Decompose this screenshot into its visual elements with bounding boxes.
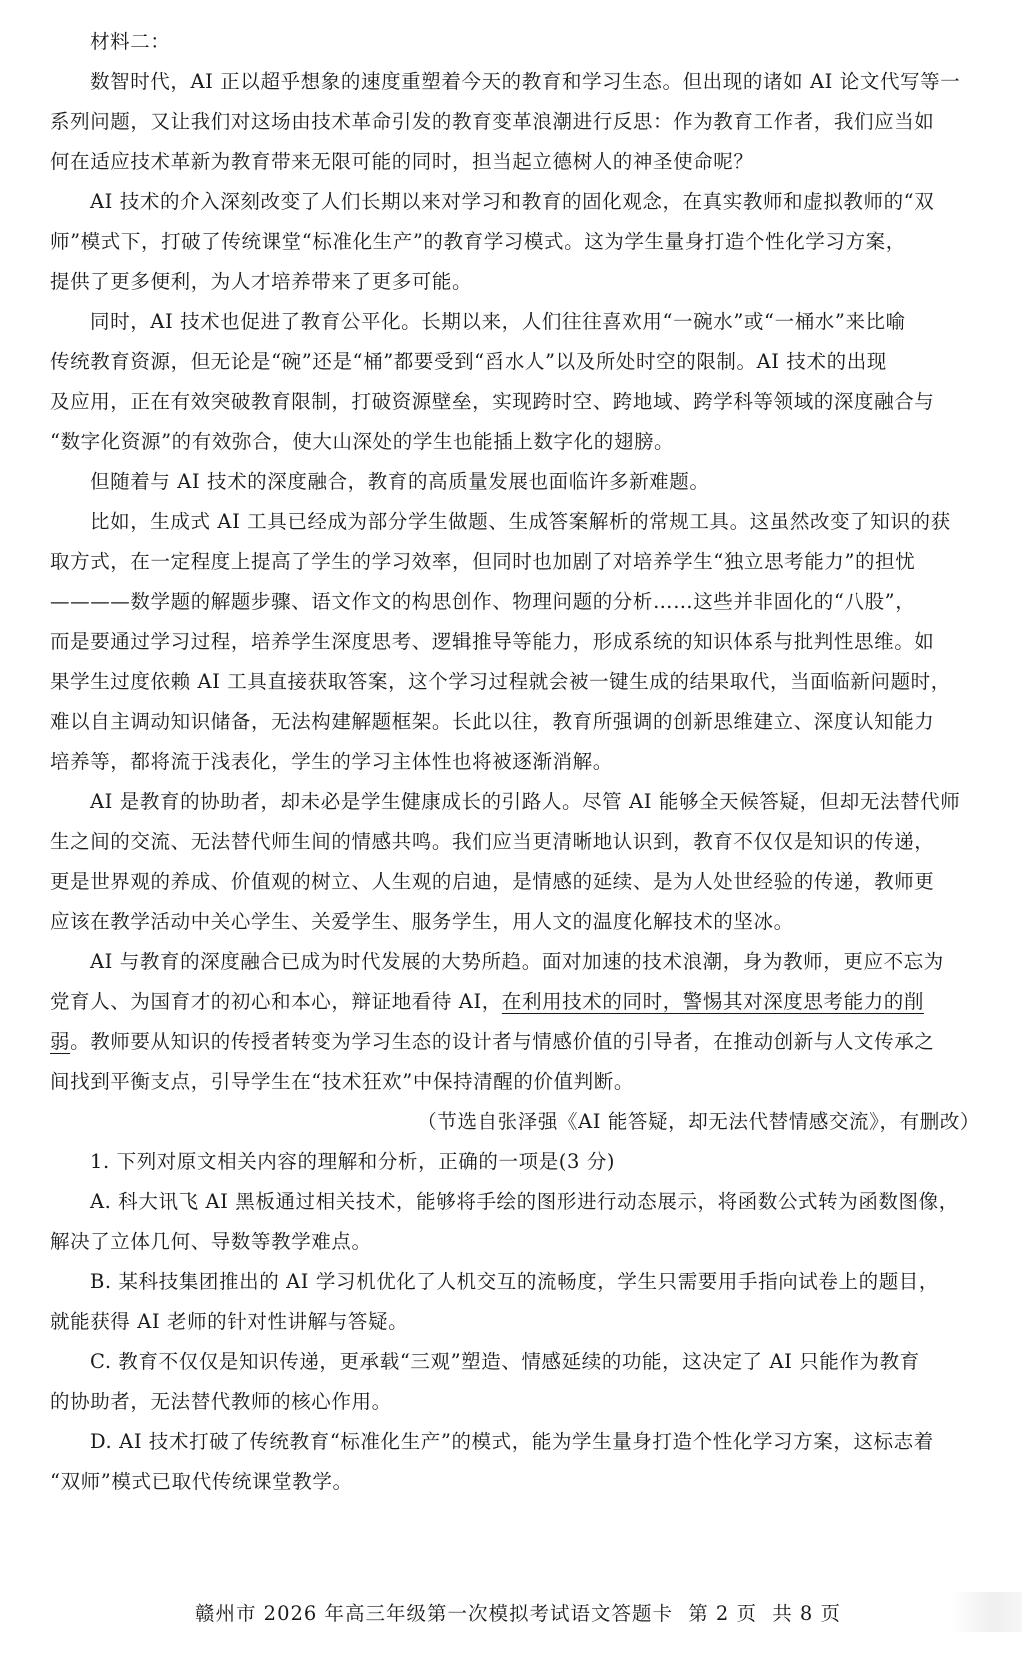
paragraph-3-line-4: “数字化资源”的有效弥合，使大山深处的学生也能插上数字化的翅膀。 bbox=[50, 430, 675, 453]
paragraph-7-line-3 bbox=[50, 1022, 998, 1062]
paragraph-1-line-1: 数智时代，AI 正以超乎想象的速度重塑着今天的教育和学习生态。但出现的诸如 AI 论文代写等一 bbox=[90, 70, 961, 93]
paragraph-7-line-2-plain: 党育人、为国育才的初心和本心，辩证地看待 AI， bbox=[50, 990, 502, 1013]
paragraph-5-line-6: 难以自主调动知识储备，无法构建解题框架。长此以往，教育所强调的创新思维建立、深度认知能力 bbox=[50, 710, 935, 733]
underlined-sentence-part-2: 弱 bbox=[50, 1030, 71, 1053]
paragraph-5-line-5: 果学生过度依赖 AI 工具直接获取答案，这个学习过程就会被一键生成的结果取代，当面临新问题时， bbox=[50, 670, 951, 693]
paragraph-2-line-2: 师”模式下，打破了传统课堂“标准化生产”的教育学习模式。这为学生量身打造个性化学习方案， bbox=[50, 230, 906, 253]
paragraph-3-line-2: 传统教育资源，但无论是“碗”还是“桶”都要受到“舀水人”以及所处时空的限制。AI 技术的出现 bbox=[50, 350, 887, 373]
paragraph-5-line-2: 取方式，在一定程度上提高了学生的学习效率，但同时也加剧了对培养学生“独立思考能力”的担忧 bbox=[50, 550, 916, 573]
question-1-stem: 1. 下列对原文相关内容的理解和分析，正确的一项是(3 分) bbox=[90, 1150, 616, 1173]
paragraph-6-line-2: 生之间的交流、无法替代师生间的情感共鸣。我们应当更清晰地认识到，教育不仅仅是知识的传递， bbox=[50, 830, 935, 853]
paragraph-7-line-3-plain: 。教师要从知识的传授者转变为学习生态的设计者与情感价值的引导者，在推动创新与人文传承之 bbox=[70, 1030, 935, 1053]
option-c-line-2: 的协助者，无法替代教师的核心作用。 bbox=[50, 1390, 392, 1413]
scan-shadow bbox=[952, 1592, 1022, 1632]
footer-total-pages: 共 8 页 bbox=[772, 1602, 842, 1625]
option-b-line-2: 就能获得 AI 老师的针对性讲解与答疑。 bbox=[50, 1310, 409, 1333]
material-heading: 材料二： bbox=[90, 30, 171, 53]
paragraph-7-line-2 bbox=[50, 982, 998, 1022]
option-c-line-1: C. 教育不仅仅是知识传递，更承载“三观”塑造、情感延续的功能，这决定了 AI 只能作为教育 bbox=[90, 1350, 920, 1373]
option-b-line-1: B. 某科技集团推出的 AI 学习机优化了人机交互的流畅度，学生只需要用手指向试卷上的题目， bbox=[90, 1270, 940, 1293]
paragraph-2-line-3: 提供了更多便利，为人才培养带来了更多可能。 bbox=[50, 270, 473, 293]
paragraph-6-line-1: AI 是教育的协助者，却未必是学生健康成长的引路人。尽管 AI 能够全天候答疑，但却无法替代师 bbox=[90, 790, 961, 813]
paragraph-1-line-2: 系列问题，又让我们对这场由技术革命引发的教育变革浪潮进行反思：作为教育工作者，我们应当如 bbox=[50, 110, 935, 133]
paragraph-6-line-4: 应该在教学活动中关心学生、关爱学生、服务学生，用人文的温度化解技术的坚冰。 bbox=[50, 910, 794, 933]
paragraph-5-line-3: ————数学题的解题步骤、语文作文的构思创作、物理问题的分析……这些并非固化的“八股”， bbox=[50, 590, 916, 613]
option-d-line-2: “双师”模式已取代传统课堂教学。 bbox=[50, 1470, 353, 1493]
underlined-sentence-part-1: 在利用技术的同时，警惕其对深度思考能力的削 bbox=[501, 990, 924, 1013]
option-a-line-2: 解决了立体几何、导数等教学难点。 bbox=[50, 1230, 372, 1253]
footer-page-number: 第 2 页 bbox=[688, 1602, 758, 1625]
paragraph-4-line-1: 但随着与 AI 技术的深度融合，教育的高质量发展也面临许多新难题。 bbox=[90, 470, 710, 493]
paragraph-3-line-3: 及应用，正在有效突破教育限制，打破资源壁垒，实现跨时空、跨地域、跨学科等领域的深度融合与 bbox=[50, 390, 935, 413]
option-d-line-1: D. AI 技术打破了传统教育“标准化生产”的模式，能为学生量身打造个性化学习方案，这标志着 bbox=[90, 1430, 934, 1453]
paragraph-5-line-4: 而是要通过学习过程，培养学生深度思考、逻辑推导等能力，形成系统的知识体系与批判性思维。如 bbox=[50, 630, 935, 653]
footer-title: 赣州市 2026 年高三年级第一次模拟考试语文答题卡 bbox=[194, 1602, 673, 1625]
paragraph-7-line-1: AI 与教育的深度融合已成为时代发展的大势所趋。面对加速的技术浪潮，身为教师，更应不忘为 bbox=[90, 950, 944, 973]
paragraph-7-line-4: 间找到平衡支点，引导学生在“技术狂欢”中保持清醒的价值判断。 bbox=[50, 1070, 634, 1093]
paragraph-3-line-1: 同时，AI 技术也促进了教育公平化。长期以来，人们往往喜欢用“一碗水”或“一桶水”来比喻 bbox=[90, 310, 906, 333]
paragraph-5-line-1: 比如，生成式 AI 工具已经成为部分学生做题、生成答案解析的常规工具。这虽然改变了知识的获 bbox=[90, 510, 951, 533]
paragraph-6-line-3: 更是世界观的养成、价值观的树立、人生观的启迪，是情感的延续、是为人处世经验的传递，教师更 bbox=[50, 870, 935, 893]
option-a-line-1: A. 科大讯飞 AI 黑板通过相关技术，能够将手绘的图形进行动态展示，将函数公式转为函数图像， bbox=[90, 1190, 959, 1213]
paragraph-5-line-7: 培养等，都将流于浅表化，学生的学习主体性也将被逐渐消解。 bbox=[50, 750, 613, 773]
paragraph-1-line-3: 何在适应技术革新为教育带来无限可能的同时，担当起立德树人的神圣使命呢？ bbox=[50, 150, 754, 173]
paragraph-2-line-1: AI 技术的介入深刻改变了人们长期以来对学习和教育的固化观念，在真实教师和虚拟教师的“双 bbox=[90, 190, 935, 213]
page-footer bbox=[0, 1598, 1036, 1626]
source-citation: （节选自张泽强《AI 能答疑，却无法代替情感交流》，有删改） bbox=[417, 1110, 980, 1133]
